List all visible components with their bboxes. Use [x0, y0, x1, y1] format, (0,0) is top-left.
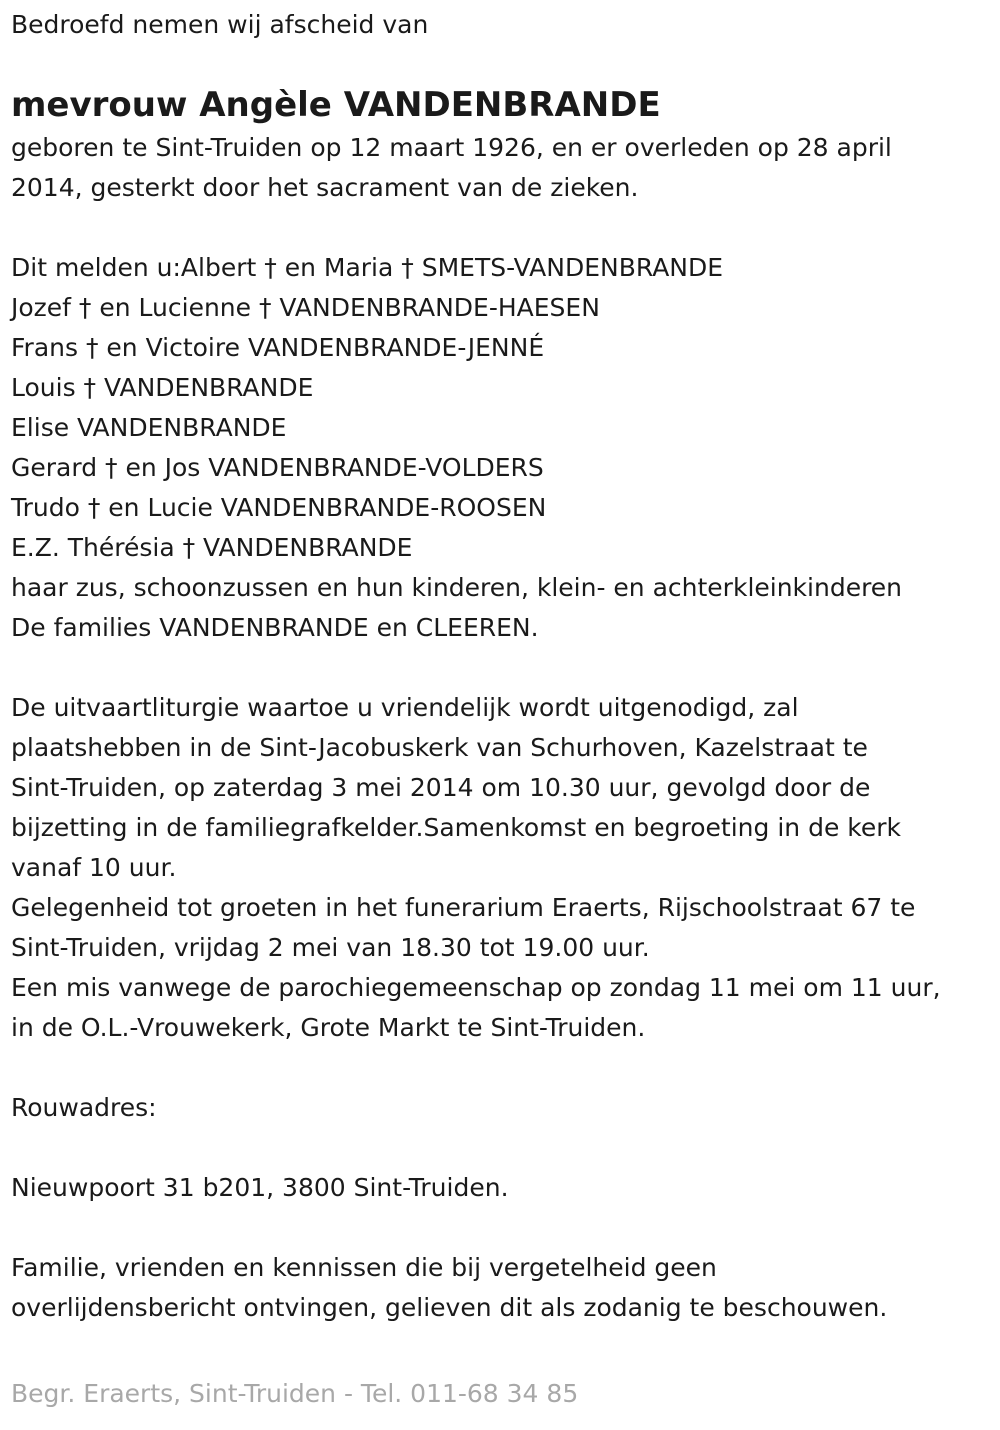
- family-line: Jozef † en Lucienne † VANDENBRANDE-HAESEN: [11, 293, 600, 322]
- spacer: [11, 648, 991, 688]
- rouwadres-address: Nieuwpoort 31 b201, 3800 Sint-Truiden.: [11, 1173, 509, 1202]
- paragraph-line: geboren te Sint-Truiden op 12 maart 1926, en er overleden op 28 april: [11, 133, 892, 162]
- funeral-line: Gelegenheid tot groeten in het funerarium Eraerts, Rijschoolstraat 67 te: [11, 893, 916, 922]
- spacer: [11, 1048, 991, 1088]
- spacer: [11, 1128, 991, 1168]
- family-line: E.Z. Thérésia † VANDENBRANDE: [11, 533, 413, 562]
- funeral-line: Een mis vanwege de parochiegemeenschap op zondag 11 mei om 11 uur,: [11, 973, 941, 1002]
- funeral-line: Sint-Truiden, vrijdag 2 mei van 18.30 tot 19.00 uur.: [11, 933, 650, 962]
- family-line: Frans † en Victoire VANDENBRANDE-JENNÉ: [11, 333, 545, 362]
- paragraph-line: 2014, gesterkt door het sacrament van de zieken.: [11, 173, 639, 202]
- undertaker-footer: Begr. Eraerts, Sint-Truiden - Tel. 011-68 34 85: [11, 1379, 579, 1408]
- spacer: [11, 208, 991, 248]
- birth-death-paragraph: [11, 128, 991, 208]
- obituary-notice: [11, 0, 991, 1328]
- family-line: Elise VANDENBRANDE: [11, 413, 287, 442]
- spacer: [11, 1208, 991, 1248]
- closing-note: [11, 1248, 991, 1328]
- family-line: haar zus, schoonzussen en hun kinderen, klein- en achterkleinkinderen: [11, 573, 903, 602]
- deceased-name: mevrouw Angèle VANDENBRANDE: [11, 85, 661, 125]
- closing-line: Familie, vrienden en kennissen die bij vergetelheid geen: [11, 1253, 717, 1282]
- family-line: Trudo † en Lucie VANDENBRANDE-ROOSEN: [11, 493, 547, 522]
- funeral-line: De uitvaartliturgie waartoe u vriendelijk wordt uitgenodigd, zal: [11, 693, 799, 722]
- family-line: De families VANDENBRANDE en CLEEREN.: [11, 613, 539, 642]
- rouwadres-label: Rouwadres:: [11, 1093, 157, 1122]
- family-line: Gerard † en Jos VANDENBRANDE-VOLDERS: [11, 453, 544, 482]
- funeral-line: plaatshebben in de Sint-Jacobuskerk van Schurhoven, Kazelstraat te: [11, 733, 868, 762]
- family-line: Dit melden u:Albert † en Maria † SMETS-VANDENBRANDE: [11, 253, 724, 282]
- funeral-details: [11, 688, 991, 1048]
- family-line: Louis † VANDENBRANDE: [11, 373, 314, 402]
- funeral-line: vanaf 10 uur.: [11, 853, 177, 882]
- funeral-line: Sint-Truiden, op zaterdag 3 mei 2014 om 10.30 uur, gevolgd door de: [11, 773, 871, 802]
- funeral-line: bijzetting in de familiegrafkelder.Samenkomst en begroeting in de kerk: [11, 813, 902, 842]
- funeral-line: in de O.L.-Vrouwekerk, Grote Markt te Sint-Truiden.: [11, 1013, 646, 1042]
- family-list: [11, 248, 991, 648]
- intro-text: Bedroefd nemen wij afscheid van: [11, 10, 429, 39]
- closing-line: overlijdensbericht ontvingen, gelieven dit als zodanig te beschouwen.: [11, 1293, 888, 1322]
